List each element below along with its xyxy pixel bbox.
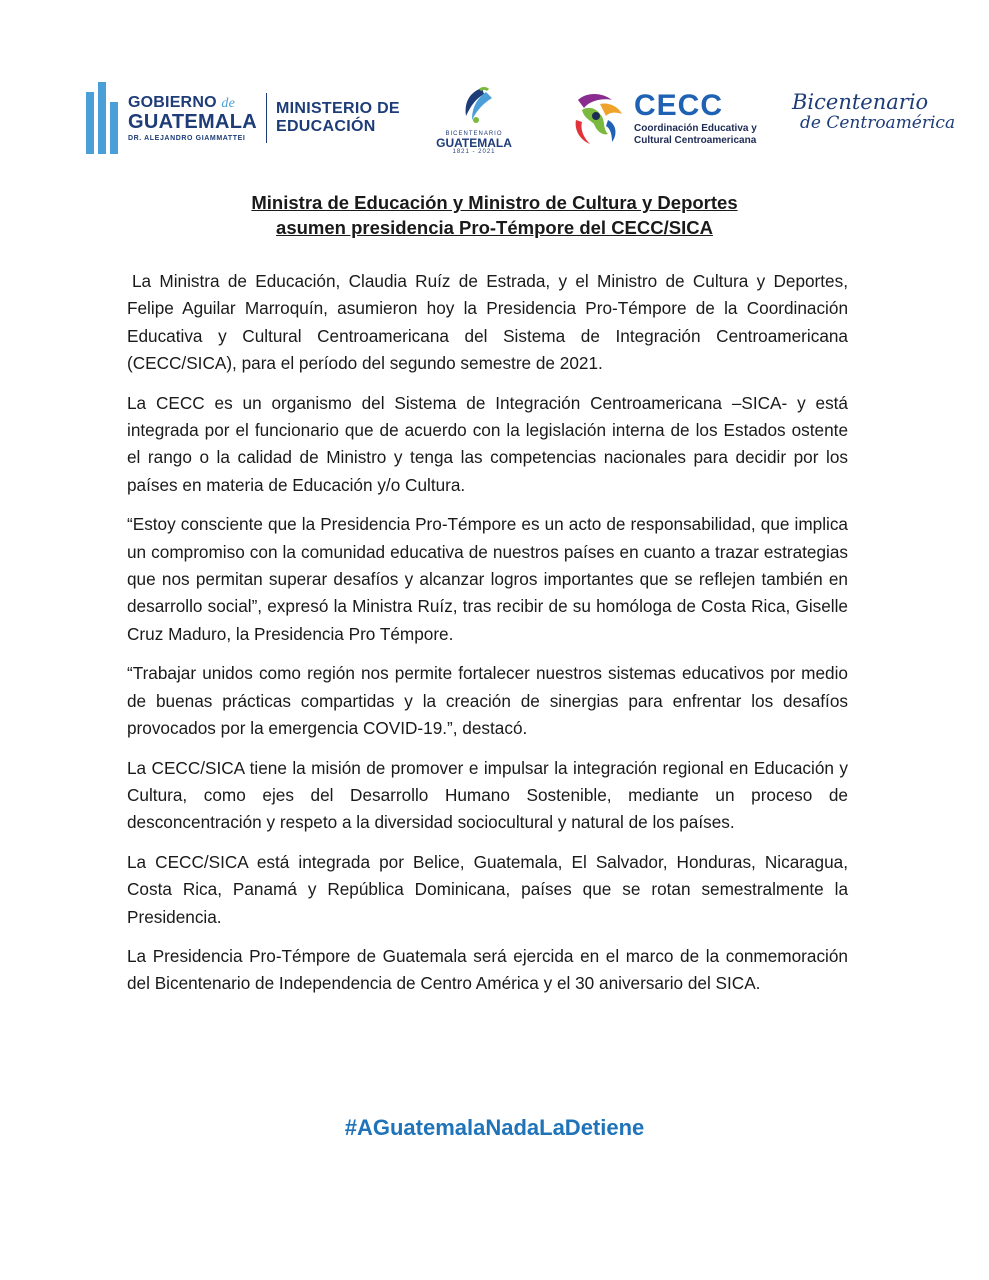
ministerio-line1: MINISTERIO DE <box>275 99 400 117</box>
cecc-subtitle-line2: Cultural Centroamericana <box>634 135 757 146</box>
paragraph: “Trabajar unidos como región nos permite fortalecer nuestros sistemas educativos por medio de buenas prácticas compartidas y la creación de sinergias para enfrentar los desafíos provocados por la emergencia COVID-19.”, destacó. <box>127 663 848 739</box>
gobierno-line1: GOBIERNO <box>128 93 217 111</box>
title-line2: asumen presidencia Pro-Témpore del CECC/SICA <box>276 217 713 238</box>
paragraph: “Estoy consciente que la Presidencia Pro-Témpore es un acto de responsabilidad, que implica un compromiso con la comunidad educativa de nuestros países en cuanto a trazar estrategias que nos permitan superar desafíos y alcanzar logros importantes que se reflejen también en desarrollo social”, expresó la Ministra Ruíz, tras recibir de su homóloga de Costa Rica, Giselle Cruz Maduro, la Presidencia Pro Témpore. <box>127 514 848 644</box>
bicentenario-gt-main: GUATEMALA <box>436 136 512 150</box>
gobierno-guatemala-logo <box>86 82 400 154</box>
cecc-subtitle <box>634 123 757 147</box>
ministerio-line2: EDUCACIÓN <box>275 118 376 135</box>
paragraph: La CECC es un organismo del Sistema de Integración Centroamericana –SICA- y está integrada por el funcionario que de acuerdo con la legislación interna de los Estados ostente el rango o la calidad de Ministro y tenga las competencias nacionales para decidir por los países en materia de Educación y/o Cultura. <box>127 392 848 495</box>
document-title <box>0 190 989 240</box>
quetzal-feather-icon <box>452 86 496 124</box>
gobierno-line2: GUATEMALA <box>128 110 257 133</box>
logo-divider <box>266 93 267 143</box>
gobierno-bars-icon <box>86 82 118 154</box>
cecc-subtitle-line1: Coordinación Educativa y <box>634 123 757 134</box>
bicentenario-gt-years: 1821 - 2021 <box>452 149 496 155</box>
cecc-logo <box>572 90 757 148</box>
bicentenario-ca-line2: de Centroamérica <box>800 113 956 133</box>
bicentenario-gt-label: BICENTENARIO <box>445 131 503 137</box>
logo-header <box>0 78 989 158</box>
bicentenario-centroamerica-logo <box>792 92 955 132</box>
title-line1: Ministra de Educación y Ministro de Cultura y Deportes <box>251 192 738 213</box>
hashtag: #AGuatemalaNadaLaDetiene <box>344 1115 645 1140</box>
document-body <box>127 268 848 1010</box>
paragraph: La Presidencia Pro-Témpore de Guatemala será ejercida en el marco de la conmemoración del Bicentenario de Independencia de Centro América y el 30 aniversario del SICA. <box>127 945 848 994</box>
paragraph: La Ministra de Educación, Claudia Ruíz de Estrada, y el Ministro de Cultura y Deportes, Felipe Aguilar Marroquín, asumieron hoy la Presidencia Pro-Témpore de la Coordinación Educativa y Cultural Centroamericana del Sistema de Integración Centroamericana (CECC/SICA), para el período del segundo semestre de 2021. <box>127 271 848 374</box>
cecc-map-icon <box>572 90 628 148</box>
gobierno-logo-text <box>128 95 257 142</box>
ministerio-educacion-logo <box>276 100 400 137</box>
bicentenario-ca-line1: Bicentenario <box>792 90 929 114</box>
gobierno-de: de <box>221 95 235 111</box>
bicentenario-guatemala-logo <box>434 86 514 155</box>
gobierno-line3: DR. ALEJANDRO GIAMMATTEI <box>128 134 246 142</box>
paragraph: La CECC/SICA tiene la misión de promover e impulsar la integración regional en Educación y Cultura, como ejes del Desarrollo Humano Sostenible, mediante un proceso de desconcentración y respeto a la diversidad sociocultural y natural de los países. <box>127 757 848 833</box>
paragraph: La CECC/SICA está integrada por Belice, Guatemala, El Salvador, Honduras, Nicaragua, Costa Rica, Panamá y República Dominicana, países que se rotan semestralmente la Presidencia. <box>127 851 848 927</box>
cecc-acronym: CECC <box>634 89 724 122</box>
